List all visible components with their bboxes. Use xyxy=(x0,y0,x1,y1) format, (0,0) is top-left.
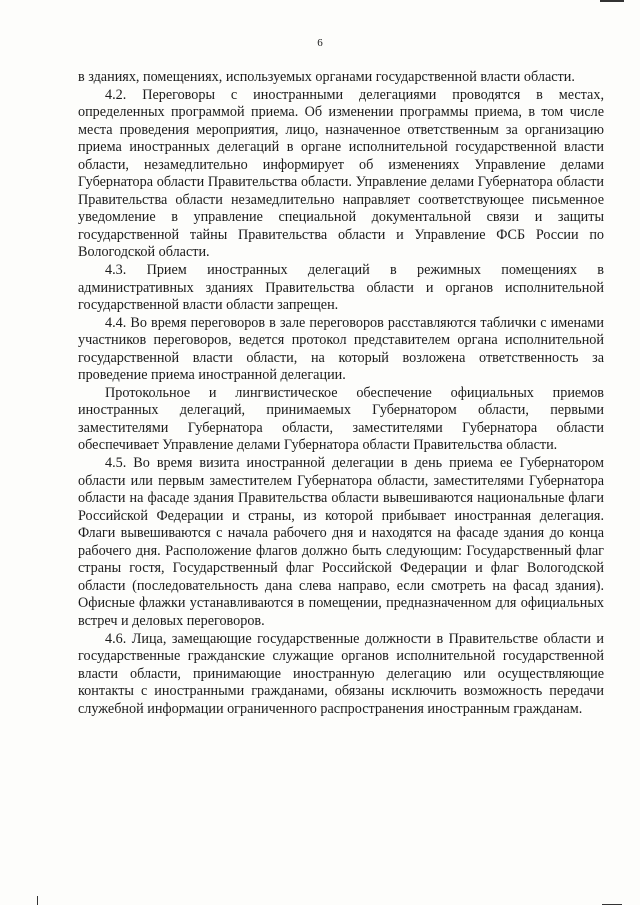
scan-edge-mark xyxy=(37,896,38,905)
paragraph-4-6: 4.6. Лица, замещающие государственные должности в Правительстве области и государственные гражданские служащие органов исполнительной государственной власти области, принимающие иностранную делегацию или осуществляющие контакты с иностранными гражданами, обязаны исключить возможность передачи служебной информации ограниченного распространения иностранным гражданам. xyxy=(78,630,604,717)
paragraph-continuation: в зданиях, помещениях, используемых органами государственной власти области. xyxy=(78,69,575,85)
document-body xyxy=(78,69,604,718)
paragraph-4-4: 4.4. Во время переговоров в зале переговоров расставляются таблички с именами участников переговоров, ведется протокол представителем органа исполнительной государственной власти области, на который возложена ответственность за проведение приема иностранной делегации. xyxy=(78,314,604,384)
paragraph-4-3: 4.3. Прием иностранных делегаций в режимных помещениях в административных зданиях Правительства области и органов исполнительной государственной власти области запрещен. xyxy=(78,262,604,314)
paragraph-4-2: 4.2. Переговоры с иностранными делегациями проводятся в местах, определенных программой приема. Об изменении программы приема, в том числе места проведения мероприятия, лицо, назначенное ответственным за организацию приема иностранных делегаций в органе исполнительной государственной власти области, незамедлительно информирует об изменениях Управление делами Губернатора области Правительства области. Управление делами Губернатора области Правительства области незамедлительно направляет соответствующее письменное уведомление в управление специальной документальной связи и защиты государственной тайны Правительства области и Управление ФСБ России по Вологодской области. xyxy=(78,86,604,261)
page-number: 6 xyxy=(317,37,323,49)
paragraph-4-5: 4.5. Во время визита иностранной делегации в день приема ее Губернатором области или первым заместителем Губернатора области, заместителями Губернатора области на фасаде здания Правительства области вывешиваются национальные флаги Российской Федерации и страны, из которой прибывает иностранная делегация. Флаги вывешиваются с начала рабочего дня и находятся на фасаде здания до конца рабочего дня. Расположение флагов должно быть следующим: Государственный флаг страны гостя, Государственный флаг Российской Федерации и флаг Вологодской области (последовательность дана слева направо, если смотреть на фасад здания). Офисные флажки устанавливаются в помещении, предназначенном для официальных встреч и деловых переговоров. xyxy=(78,455,604,629)
paragraph-protocol: Протокольное и лингвистическое обеспечение официальных приемов иностранных делегаций, принимаемых Губернатором области, первыми заместителями Губернатора области, заместителями Губернатора области обеспечивает Управление делами Губернатора области Правительства области. xyxy=(78,384,604,454)
scan-edge-mark xyxy=(600,0,624,2)
